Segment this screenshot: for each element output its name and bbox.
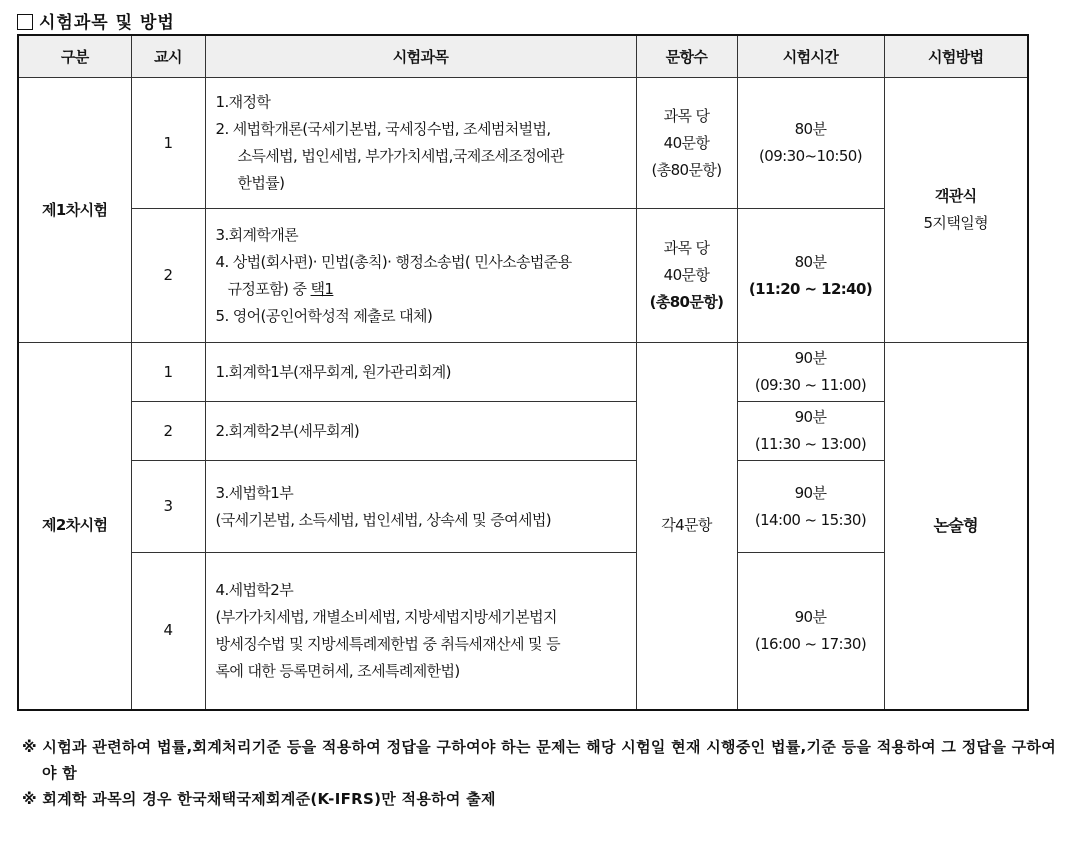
period-cell: 1 bbox=[131, 343, 205, 402]
header-method: 시험방법 bbox=[884, 35, 1028, 78]
subject-line: 방세징수법 및 지방세특례제한법 중 취득세재산세 및 등 bbox=[215, 634, 560, 653]
choose-one-text: 택1 bbox=[310, 279, 334, 298]
subject-line: 록에 대한 등록면허세, 조세특례제한법) bbox=[215, 661, 460, 680]
subject-line: 소득세법, 법인세법, 부가가치세법,국제조세조정에관 bbox=[237, 147, 564, 165]
subject-cell bbox=[205, 402, 636, 461]
time-line: 90분 bbox=[794, 607, 827, 626]
header-count: 문항수 bbox=[636, 35, 737, 78]
time-cell bbox=[737, 209, 884, 343]
exam1-method-cell bbox=[884, 78, 1028, 343]
time-line: (11:20 ~ 12:40) bbox=[748, 279, 873, 298]
section-title bbox=[17, 8, 175, 33]
count-line: 과목 당 bbox=[663, 106, 710, 125]
time-line: (14:00 ~ 15:30) bbox=[754, 510, 867, 529]
time-cell bbox=[737, 461, 884, 553]
time-line: 80분 bbox=[794, 120, 827, 138]
subject-line: (국세기본법, 소득세법, 법인세법, 상속세 및 증여세법) bbox=[215, 510, 552, 529]
period-cell: 4 bbox=[131, 553, 205, 710]
time-cell bbox=[737, 343, 884, 402]
subject-cell bbox=[205, 209, 636, 343]
count-cell bbox=[636, 78, 737, 209]
time-cell bbox=[737, 78, 884, 209]
subject-line: (부가가치세법, 개별소비세법, 지방세법지방세기본법지 bbox=[215, 607, 557, 626]
header-period: 교시 bbox=[131, 35, 205, 78]
exam-table bbox=[17, 34, 1029, 711]
time-line: (11:30 ~ 13:00) bbox=[754, 435, 867, 453]
count-line: (총80문항) bbox=[649, 293, 724, 311]
table-row bbox=[18, 78, 1028, 209]
subject-cell bbox=[205, 461, 636, 553]
note-item: ※ 시험과 관련하여 법률,회계처리기준 등을 적용하여 정답을 구하여야 하는 문제는 해당 시험일 현재 시행중인 법률,기준 등을 적용하여 그 정답을 구하여야 함 bbox=[22, 738, 1056, 782]
table-row bbox=[18, 209, 1028, 343]
subject-line: 4. 상법(회사편)· 민법(총칙)· 행정소송법( 민사소송법준용 bbox=[215, 252, 572, 271]
section-title-text: 시험과목 및 방법 bbox=[39, 13, 175, 33]
subject-line: 2.회계학2부(세무회계) bbox=[215, 421, 360, 440]
exam2-label: 제2차시험 bbox=[18, 343, 131, 710]
count-cell bbox=[636, 209, 737, 343]
exam2-method-cell: 논술형 bbox=[884, 343, 1028, 710]
header-time: 시험시간 bbox=[737, 35, 884, 78]
period-cell: 2 bbox=[131, 209, 205, 343]
subject-text: 규정포함) 중 bbox=[227, 279, 311, 298]
count-line: (총80문항) bbox=[651, 160, 722, 179]
period-cell: 2 bbox=[131, 402, 205, 461]
time-cell bbox=[737, 553, 884, 710]
time-line: 90분 bbox=[794, 408, 827, 426]
subject-line: 2. 세법학개론(국세기본법, 국세징수법, 조세범처벌법, bbox=[215, 120, 551, 138]
table-row bbox=[18, 402, 1028, 461]
subject-line: 1.재정학 bbox=[215, 93, 271, 111]
subject-line bbox=[216, 276, 632, 303]
notes bbox=[22, 734, 1067, 812]
table-header-row bbox=[18, 35, 1028, 78]
count-line: 40문항 bbox=[663, 266, 710, 284]
header-subject: 시험과목 bbox=[205, 35, 636, 78]
subject-cell bbox=[205, 553, 636, 710]
method-main: 객관식 bbox=[934, 187, 977, 205]
count-line: 과목 당 bbox=[663, 239, 710, 257]
time-cell bbox=[737, 402, 884, 461]
time-line: 90분 bbox=[794, 483, 827, 502]
period-cell: 1 bbox=[131, 78, 205, 209]
time-line: (09:30~10:50) bbox=[759, 147, 862, 165]
subject-line: 한법률) bbox=[237, 174, 285, 192]
exam2-count-cell: 각4문항 bbox=[636, 343, 737, 710]
period-cell: 3 bbox=[131, 461, 205, 553]
subject-line: 1.회계학1부(재무회계, 원가관리회계) bbox=[215, 362, 451, 381]
time-line: 80분 bbox=[794, 252, 827, 271]
table-row bbox=[18, 553, 1028, 710]
checkbox-square-icon bbox=[17, 14, 33, 30]
header-category: 구분 bbox=[18, 35, 131, 78]
subject-line: 5. 영어(공인어학성적 제출로 대체) bbox=[215, 306, 433, 325]
time-line: (09:30 ~ 11:00) bbox=[754, 376, 867, 394]
subject-line: 4.세법학2부 bbox=[215, 580, 294, 599]
table-row bbox=[18, 343, 1028, 402]
subject-cell bbox=[205, 343, 636, 402]
count-line: 40문항 bbox=[663, 133, 710, 152]
time-line: 90분 bbox=[794, 349, 827, 367]
subject-line: 3.회계학개론 bbox=[215, 225, 299, 244]
time-line: (16:00 ~ 17:30) bbox=[754, 634, 867, 653]
note-item: ※ 회계학 과목의 경우 한국채택국제회계준(K-IFRS)만 적용하여 출제 bbox=[22, 790, 496, 808]
exam1-label: 제1차시험 bbox=[18, 78, 131, 343]
subject-cell bbox=[205, 78, 636, 209]
subject-line: 3.세법학1부 bbox=[215, 483, 294, 502]
method-sub: 5지택일형 bbox=[923, 214, 988, 232]
table-row bbox=[18, 461, 1028, 553]
